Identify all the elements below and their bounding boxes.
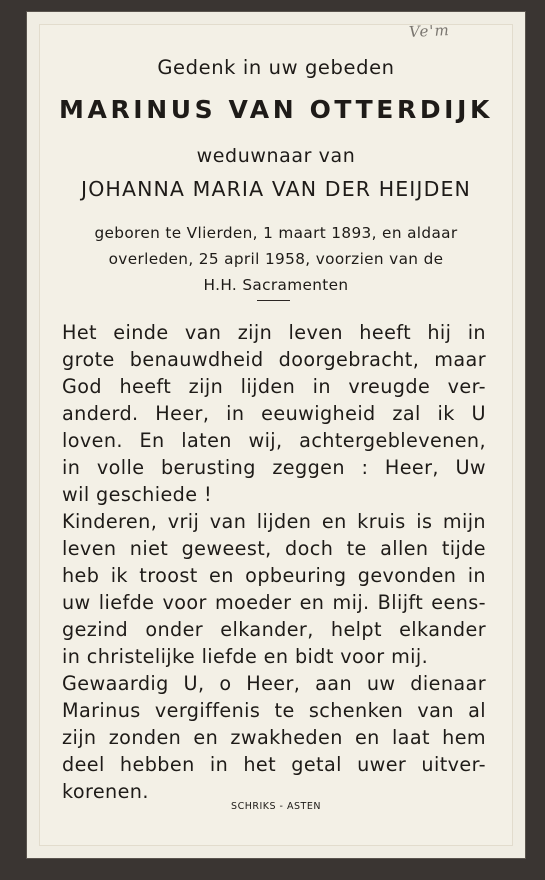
text-line: leven niet geweest, doch te allen tijde xyxy=(62,537,486,560)
text-line: Kinderen, vrij van lijden en kruis is mijn xyxy=(62,510,486,533)
birth-death-dates xyxy=(39,220,513,298)
text-line: grote benauwdheid doorgebracht, maar xyxy=(62,348,486,371)
text-line: in volle berusting zeggen : Heer, Uw xyxy=(62,456,486,479)
text-line: uw liefde voor moeder en mij. Blijft eens- xyxy=(62,591,486,614)
text-line: Marinus vergiffenis te schenken van al xyxy=(62,699,486,722)
printer-credit: SCHRIKS - ASTEN xyxy=(231,801,321,812)
text-line: zijn zonden en zwakheden en laat hem xyxy=(62,726,486,749)
dates-line: H.H. Sacramenten xyxy=(203,276,349,294)
text-line: heb ik troost en opbeuring gevonden in xyxy=(62,564,486,587)
text-line: in christelijke liefde en bidt voor mij. xyxy=(62,645,429,668)
dates-line: geboren te Vlierden, 1 maart 1893, en aldaar xyxy=(94,224,458,242)
text-line: korenen. xyxy=(62,780,149,803)
memorial-text xyxy=(62,319,486,805)
deceased-name: MARINUS VAN OTTERDIJK xyxy=(59,95,493,124)
text-line: God heeft zijn lijden in vreugde ver- xyxy=(62,375,486,398)
divider-rule xyxy=(257,300,290,301)
dates-line: overleden, 25 april 1958, voorzien van de xyxy=(108,250,444,268)
text-line: gezind onder elkander, helpt elkander xyxy=(62,618,486,641)
text-line: anderd. Heer, in eeuwigheid zal ik U xyxy=(62,402,486,425)
text-line: Het einde van zijn leven heeft hij in xyxy=(62,321,486,344)
relation-line: weduwnaar van xyxy=(196,145,356,167)
text-line: Gewaardig U, o Heer, aan uw dienaar xyxy=(62,672,486,695)
card-heading: Gedenk in uw gebeden xyxy=(157,56,395,79)
text-line: loven. En laten wij, achtergeblevenen, xyxy=(62,429,486,452)
pencil-note: Ve'm xyxy=(408,20,451,42)
text-line: wil geschiede ! xyxy=(62,483,213,506)
text-line: deel hebben in het getal uwer uitver- xyxy=(62,753,486,776)
spouse-name: JOHANNA MARIA VAN DER HEIJDEN xyxy=(81,177,471,201)
